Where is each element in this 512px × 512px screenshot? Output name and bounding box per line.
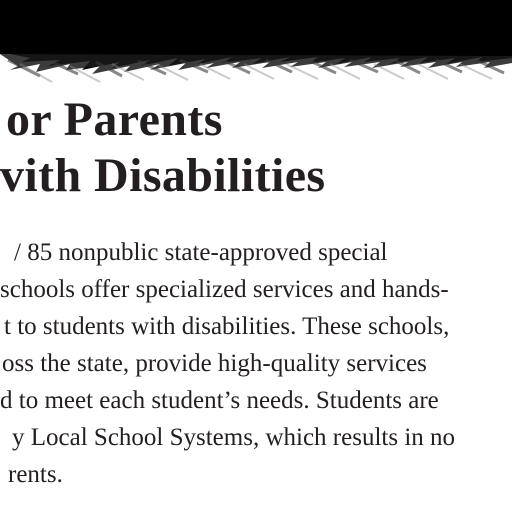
page-heading bbox=[0, 92, 326, 204]
heading-line-1: or Parents bbox=[6, 93, 223, 146]
band-solid bbox=[0, 0, 512, 54]
body-line-5: d to meet each student’s needs. Students are bbox=[0, 387, 439, 414]
brushstroke-graphic bbox=[0, 0, 512, 90]
body-line-1: / 85 nonpublic state-approved special bbox=[14, 239, 388, 266]
heading-line-2: vith Disabilities bbox=[0, 149, 326, 202]
body-line-4: oss the state, provide high-quality services bbox=[2, 350, 427, 377]
body-line-3: t to students with disabilities. These schools, bbox=[4, 313, 450, 340]
decorative-brushstroke-band bbox=[0, 0, 512, 90]
body-line-2: schools offer specialized services and hands- bbox=[0, 276, 449, 303]
body-line-7: rents. bbox=[8, 461, 63, 488]
band-brush-streaks bbox=[0, 50, 512, 82]
body-line-6: y Local School Systems, which results in no bbox=[12, 424, 456, 451]
body-paragraph bbox=[0, 234, 512, 493]
